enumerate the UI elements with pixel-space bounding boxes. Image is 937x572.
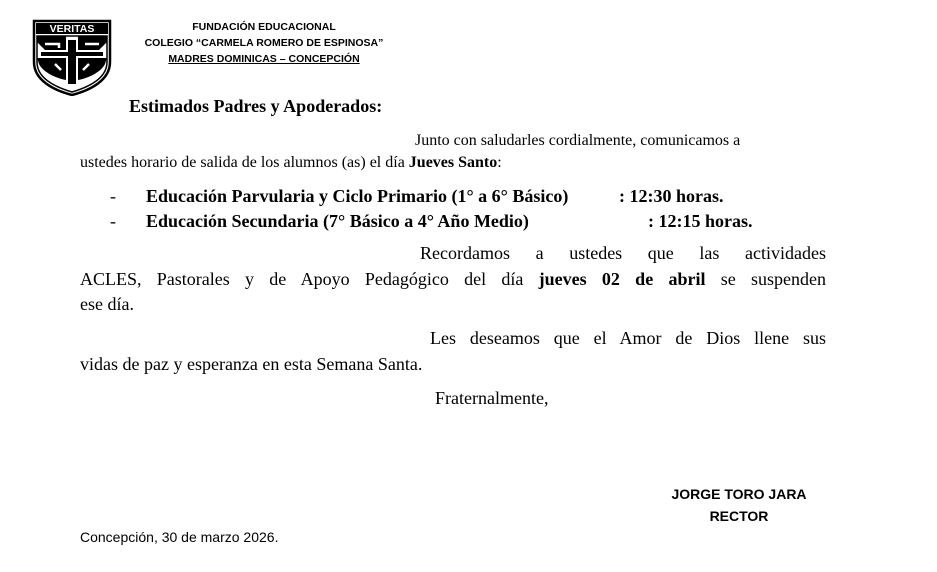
list-bullet: - [110, 211, 116, 231]
greeting: Estimados Padres y Apoderados: [129, 96, 383, 116]
schedule-time-secondary: : 12:15 horas. [648, 211, 753, 231]
wish-line-2: vidas de paz y esperanza en esta Semana Santa. [80, 354, 423, 374]
closing: Fraternalmente, [435, 388, 549, 408]
schedule-time-primary: : 12:30 horas. [619, 186, 724, 206]
reminder-date: jueves 02 de abril [538, 269, 706, 289]
logo-text: VERITAS [49, 23, 95, 35]
reminder-text: ACLES, Pastorales y de Apoyo Pedagógico del día [80, 269, 539, 289]
reminder-line-2 [80, 269, 826, 290]
list-bullet: - [110, 186, 116, 206]
schedule-level-primary: Educación Parvularia y Ciclo Primario (1° a 6° Básico) [146, 186, 569, 206]
header-foundation: FUNDACIÓN EDUCACIONAL [192, 21, 336, 33]
reminder-line-1: Recordamos a ustedes que las actividades [420, 243, 826, 263]
reminder-text-end: se suspenden [705, 269, 826, 289]
intro-colon: : [497, 154, 502, 171]
intro-holiday: Jueves Santo [408, 154, 498, 171]
dominican-shield-logo-icon [31, 18, 113, 96]
wish-line-1: Les deseamos que el Amor de Dios llene sus [430, 328, 826, 348]
header-school-name: COLEGIO “CARMELA ROMERO DE ESPINOSA” [144, 37, 384, 49]
header-congregation: MADRES DOMINICAS – CONCEPCIÓN [168, 53, 360, 65]
intro-text: ustedes horario de salida de los alumnos (as) el día [80, 154, 409, 171]
intro-line-1: Junto con saludarles cordialmente, comunicamos a [415, 132, 741, 149]
signature-title: RECTOR [709, 508, 769, 524]
reminder-line-3: ese día. [80, 294, 134, 314]
schedule-level-secondary: Educación Secundaria (7° Básico a 4° Año Medio) [146, 211, 529, 231]
intro-line-2 [80, 154, 502, 172]
document-date: Concepción, 30 de marzo 2026. [80, 529, 279, 545]
signature-name: JORGE TORO JARA [671, 486, 807, 502]
